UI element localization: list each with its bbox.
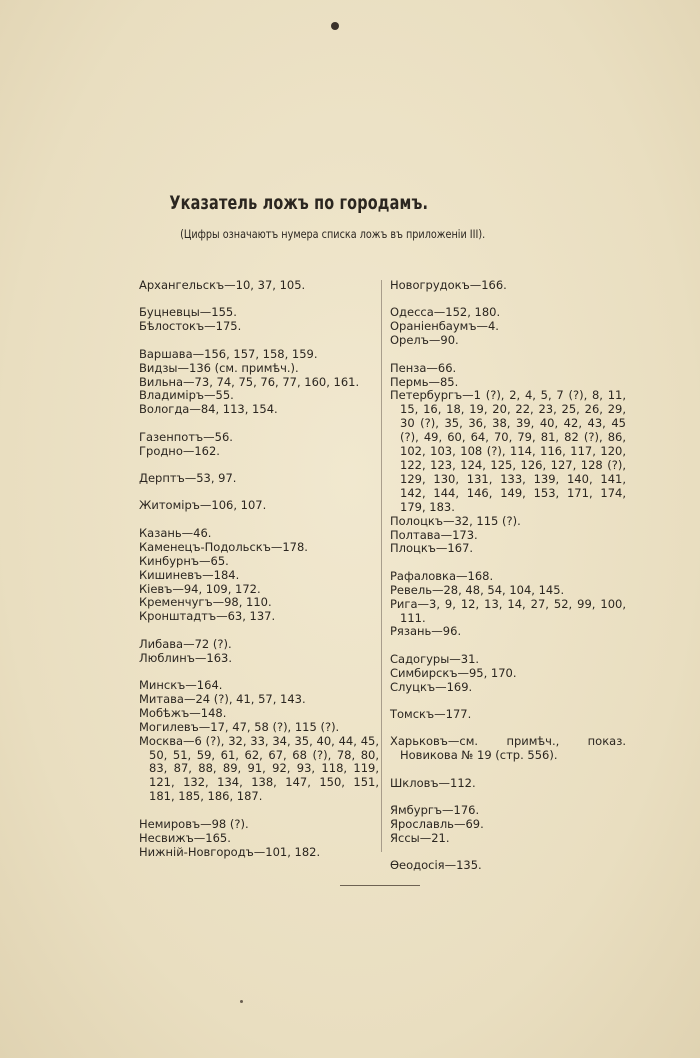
index-group (390, 306, 626, 348)
index-group (139, 818, 379, 860)
index-entry: Слуцкъ—169. (390, 679, 473, 694)
index-entry: Шкловъ—112. (390, 775, 476, 790)
page-mark (331, 22, 339, 30)
index-entry: Рига—3, 9, 12, 13, 14, 27, 52, 99, 100, 111. (390, 596, 626, 625)
index-entry: Бѣлостокъ—175. (139, 319, 242, 334)
index-entry: Кинбурнъ—65. (139, 553, 229, 568)
index-entry: Рязань—96. (390, 624, 462, 639)
index-entry: Кронштадтъ—63, 137. (139, 609, 276, 624)
page-subtitle: (Цифры означаютъ нумера списка ложъ въ приложеніи III). (180, 227, 486, 241)
index-entry: Газенпотъ—56. (139, 429, 233, 444)
index-group (139, 679, 379, 804)
index-entry: Вильна—73, 74, 75, 76, 77, 160, 161. (139, 374, 360, 389)
index-entry: Кіевъ—94, 109, 172. (139, 581, 261, 596)
index-entry: Ѳеодосія—135. (390, 858, 482, 873)
index-entry: Митава—24 (?), 41, 57, 143. (139, 691, 306, 706)
index-entry: Ямбургъ—176. (390, 803, 480, 818)
index-entry: Минскъ—164. (139, 678, 223, 693)
index-entry: Мобѣжъ—148. (139, 705, 227, 720)
index-entry: Дерптъ—53, 97. (139, 471, 237, 486)
index-entry: Либава—72 (?). (139, 636, 232, 651)
index-group (139, 499, 379, 513)
index-group (139, 472, 379, 486)
index-entry: Ораніенбаумъ—4. (390, 319, 499, 334)
index-group (139, 348, 379, 418)
index-entry: Орелъ—90. (390, 333, 459, 348)
index-entry: Плоцкъ—167. (390, 541, 474, 556)
index-group (390, 653, 626, 695)
index-entry: Немировъ—98 (?). (139, 816, 249, 831)
index-entry: Полоцкъ—32, 115 (?). (390, 513, 521, 528)
index-entry: Садогуры—31. (390, 651, 480, 666)
index-entry: Рафаловка—168. (390, 568, 494, 583)
index-entry: Несвижъ—165. (139, 830, 231, 845)
index-entry: Пермь—85. (390, 374, 459, 389)
index-group (390, 777, 626, 791)
index-entry: Кишиневъ—184. (139, 567, 240, 582)
page-speck (240, 1000, 243, 1003)
index-entry: Казань—46. (139, 525, 212, 540)
index-group (139, 306, 379, 334)
index-entry: Могилевъ—17, 47, 58 (?), 115 (?). (139, 719, 340, 734)
index-entry: Симбирскъ—95, 170. (390, 665, 517, 680)
index-group (139, 279, 379, 293)
index-group (390, 279, 626, 293)
index-group (139, 527, 379, 624)
index-entry: Томскъ—177. (390, 707, 472, 722)
index-entry: Гродно—162. (139, 443, 220, 458)
index-entry: Варшава—156, 157, 158, 159. (139, 346, 318, 361)
index-entry: Харьковъ—см. примѣч., показ. Новикова № 19 (стр. 556). (390, 734, 626, 763)
index-entry: Люблинъ—163. (139, 650, 232, 665)
page-title: Указатель ложъ по городамъ. (169, 193, 429, 214)
closing-rule (340, 885, 420, 886)
index-entry: Вологда—84, 113, 154. (139, 402, 278, 417)
index-group (390, 735, 626, 763)
index-entry: Ревель—28, 48, 54, 104, 145. (390, 582, 565, 597)
index-group (139, 431, 379, 459)
index-entry: Одесса—152, 180. (390, 305, 501, 320)
index-entry: Каменецъ-Подольскъ—178. (139, 539, 308, 554)
index-entry: Житоміръ—106, 107. (139, 498, 267, 513)
index-entry: Владиміръ—55. (139, 388, 234, 403)
index-group (390, 804, 626, 846)
index-group (390, 859, 626, 873)
index-entry: Москва—6 (?), 32, 33, 34, 35, 40, 44, 45, 50, 51, 59, 61, 62, 67, 68 (?), 78, 80, 83, 87, 88, 89, 91, 92, 93, 118, 119, 121, 132, 134, 138, 147, 150, 151, 181, 185, 186, 187. (139, 733, 379, 804)
index-entry: Кременчугъ—98, 110. (139, 595, 272, 610)
index-entry: Петербургъ—1 (?), 2, 4, 5, 7 (?), 8, 11, 15, 16, 18, 19, 20, 22, 23, 25, 26, 29, 30 (?), 35, 36, 38, 39, 40, 42, 43, 45 (?), 49, 60, 64, 70, 79, 81, 82 (?), 86, 102, 103, 108 (?), 114, 116, 117, 120, 122, 123, 124, 125, 126, 127, 128 (?), 129, 130, 131, 133, 139, 140, 141, 142, 144, 146, 149, 153, 171, 174, 179, 183. (390, 388, 626, 514)
index-entry: Полтава—173. (390, 527, 478, 542)
index-entry: Яссы—21. (390, 831, 450, 845)
index-entry: Архангельскъ—10, 37, 105. (139, 278, 306, 292)
index-group (390, 362, 626, 557)
index-group (139, 638, 379, 666)
index-entry: Ярославль—69. (390, 817, 484, 832)
index-entry: Видзы—136 (см. примѣч.). (139, 360, 299, 375)
column-divider (381, 280, 382, 852)
index-group (390, 570, 626, 640)
index-entry: Новогрудокъ—166. (390, 278, 507, 292)
right-index-column (390, 279, 626, 887)
index-entry: Буцневцы—155. (139, 305, 237, 320)
index-entry: Нижній-Новгородъ—101, 182. (139, 844, 321, 859)
index-entry: Пенза—66. (390, 360, 457, 375)
index-group (390, 708, 626, 722)
left-index-column (139, 279, 379, 873)
